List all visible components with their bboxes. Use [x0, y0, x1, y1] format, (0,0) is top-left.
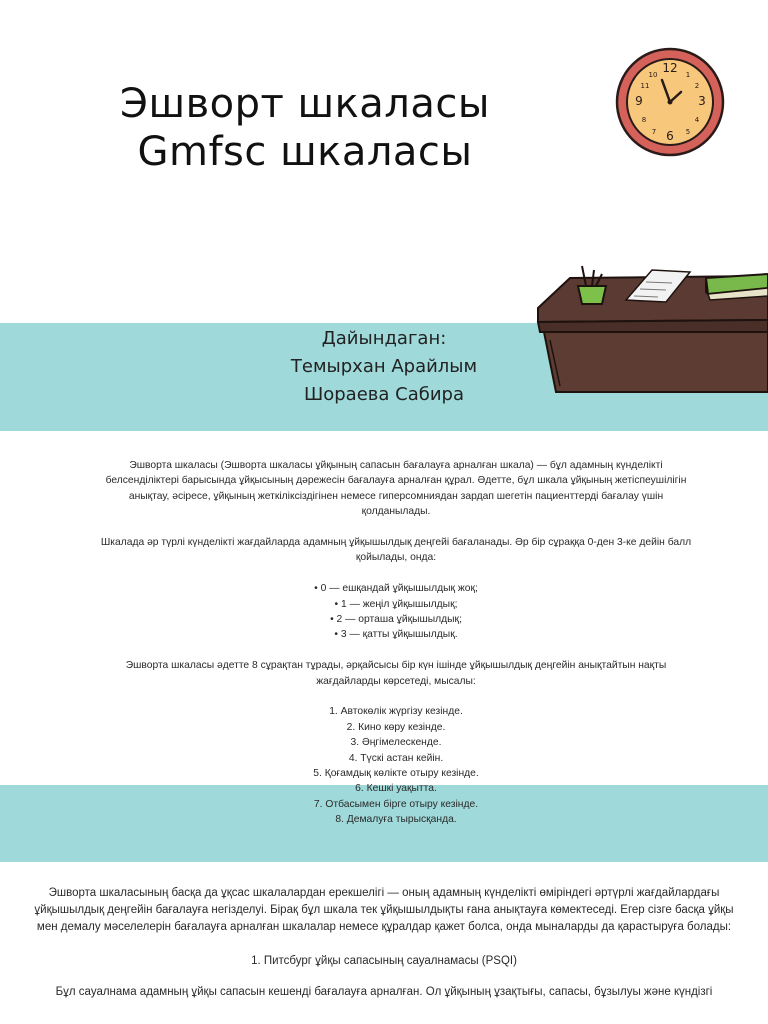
- intro-paragraph-1: Эшворта шкаласы (Эшворта шкаласы ұйқының сапасын бағалауға арналған шкала) — бұл адамның күнделікті белсенділіктері барысында ұйқысының дәрежесін бағалауға арналған құрал. Әдетте, бұл шкала ұйқының жетіспеушілігін анықтау, әсіресе, ұйқының жеткіліксіздігінен немесе гиперсомниядан зардап шегетін пациенттерді бағалау үшін қолданылады.: [105, 460, 687, 518]
- svg-text:3: 3: [698, 94, 706, 108]
- svg-text:8: 8: [641, 116, 647, 124]
- list-item: 3. Әңгімелескенде.: [350, 737, 442, 749]
- lower-paragraph-1: Эшворта шкаласының басқа да ұқсас шкалалардан ерекшелігі — оның адамның күнделікті өміріндегі әртүрлі жағдайлардағы ұйқышылдық деңгейін бағалауға негізделуі. Бірақ бұл шкала тек ұйқышылдықты ғана анықтауға көмектеседі. Егер сізге басқа ұйқы мен демалу мәселелерін бағалауға арналған шкалалар немесе құралдар қажет болса, онда мыналарды да қарастыруға болады:: [34, 887, 734, 933]
- intro-paragraph-2: Шкалада әр түрлі күнделікті жағдайларда адамның ұйқышылдық деңгейі бағаланады. Әр бір сұраққа 0-ден 3-ке дейін балл қойылады, онда:: [100, 537, 692, 564]
- list-item: 6. Кешкі уақытта.: [355, 783, 437, 795]
- title-line-1: Эшворт шкаласы: [120, 81, 490, 127]
- svg-text:12: 12: [662, 61, 678, 75]
- lower-item-1: 1. Питсбург ұйқы сапасының сауалнамасы (PSQI): [251, 955, 517, 967]
- svg-text:2: 2: [694, 82, 700, 90]
- score-list: [96, 581, 696, 643]
- list-item: 1. Автокөлік жүргізу кезінде.: [329, 706, 463, 718]
- list-item: • 0 — ешқандай ұйқышылдық жоқ;: [314, 583, 478, 595]
- lower-paragraph-2: Бұл сауалнама адамның ұйқы сапасын кешенді бағалауға арналған. Ол ұйқының ұзақтығы, сапасы, бұзылуы және күндізгі: [55, 986, 713, 998]
- lower-text: [28, 885, 740, 1018]
- intro-paragraph-3: Эшворта шкаласы әдетте 8 сұрақтан тұрады, әрқайсысы бір күн ішінде ұйқышылдық деңгейін анықтайтын нақты жағдайларды көрсетеді, мысалы:: [125, 660, 667, 687]
- situation-list: [96, 704, 696, 827]
- title-line-2: Gmfsc шкаласы: [137, 129, 473, 175]
- list-item: 5. Қоғамдық көлікте отыру кезінде.: [313, 768, 479, 780]
- svg-text:7: 7: [651, 128, 657, 136]
- list-item: 2. Кино көру кезінде.: [346, 721, 446, 733]
- prepared-label: Дайындаган:: [321, 328, 447, 349]
- list-item: 8. Демалуға тырысқанда.: [335, 814, 457, 826]
- author-name-1: Темырхан Арайлым: [290, 356, 478, 377]
- svg-text:11: 11: [640, 82, 650, 90]
- svg-text:1: 1: [685, 71, 691, 79]
- list-item: • 1 — жеңіл ұйқышылдық;: [334, 598, 458, 610]
- list-item: 4. Түскі астан кейін.: [348, 752, 444, 764]
- intro-text: [96, 458, 696, 843]
- svg-text:10: 10: [648, 71, 658, 79]
- svg-text:4: 4: [694, 116, 700, 124]
- desk-illustration: [530, 258, 768, 398]
- page-title: [60, 80, 550, 176]
- list-item: • 2 — орташа ұйқышылдық;: [330, 614, 462, 626]
- clock-illustration: [612, 44, 728, 160]
- svg-text:6: 6: [666, 129, 674, 143]
- svg-text:9: 9: [635, 94, 643, 108]
- svg-text:5: 5: [685, 128, 691, 136]
- list-item: 7. Отбасымен бірге отыру кезінде.: [313, 798, 479, 810]
- authors-block: [250, 325, 518, 409]
- author-name-2: Шораева Сабира: [303, 384, 464, 405]
- list-item: • 3 — қатты ұйқышылдық.: [334, 629, 458, 641]
